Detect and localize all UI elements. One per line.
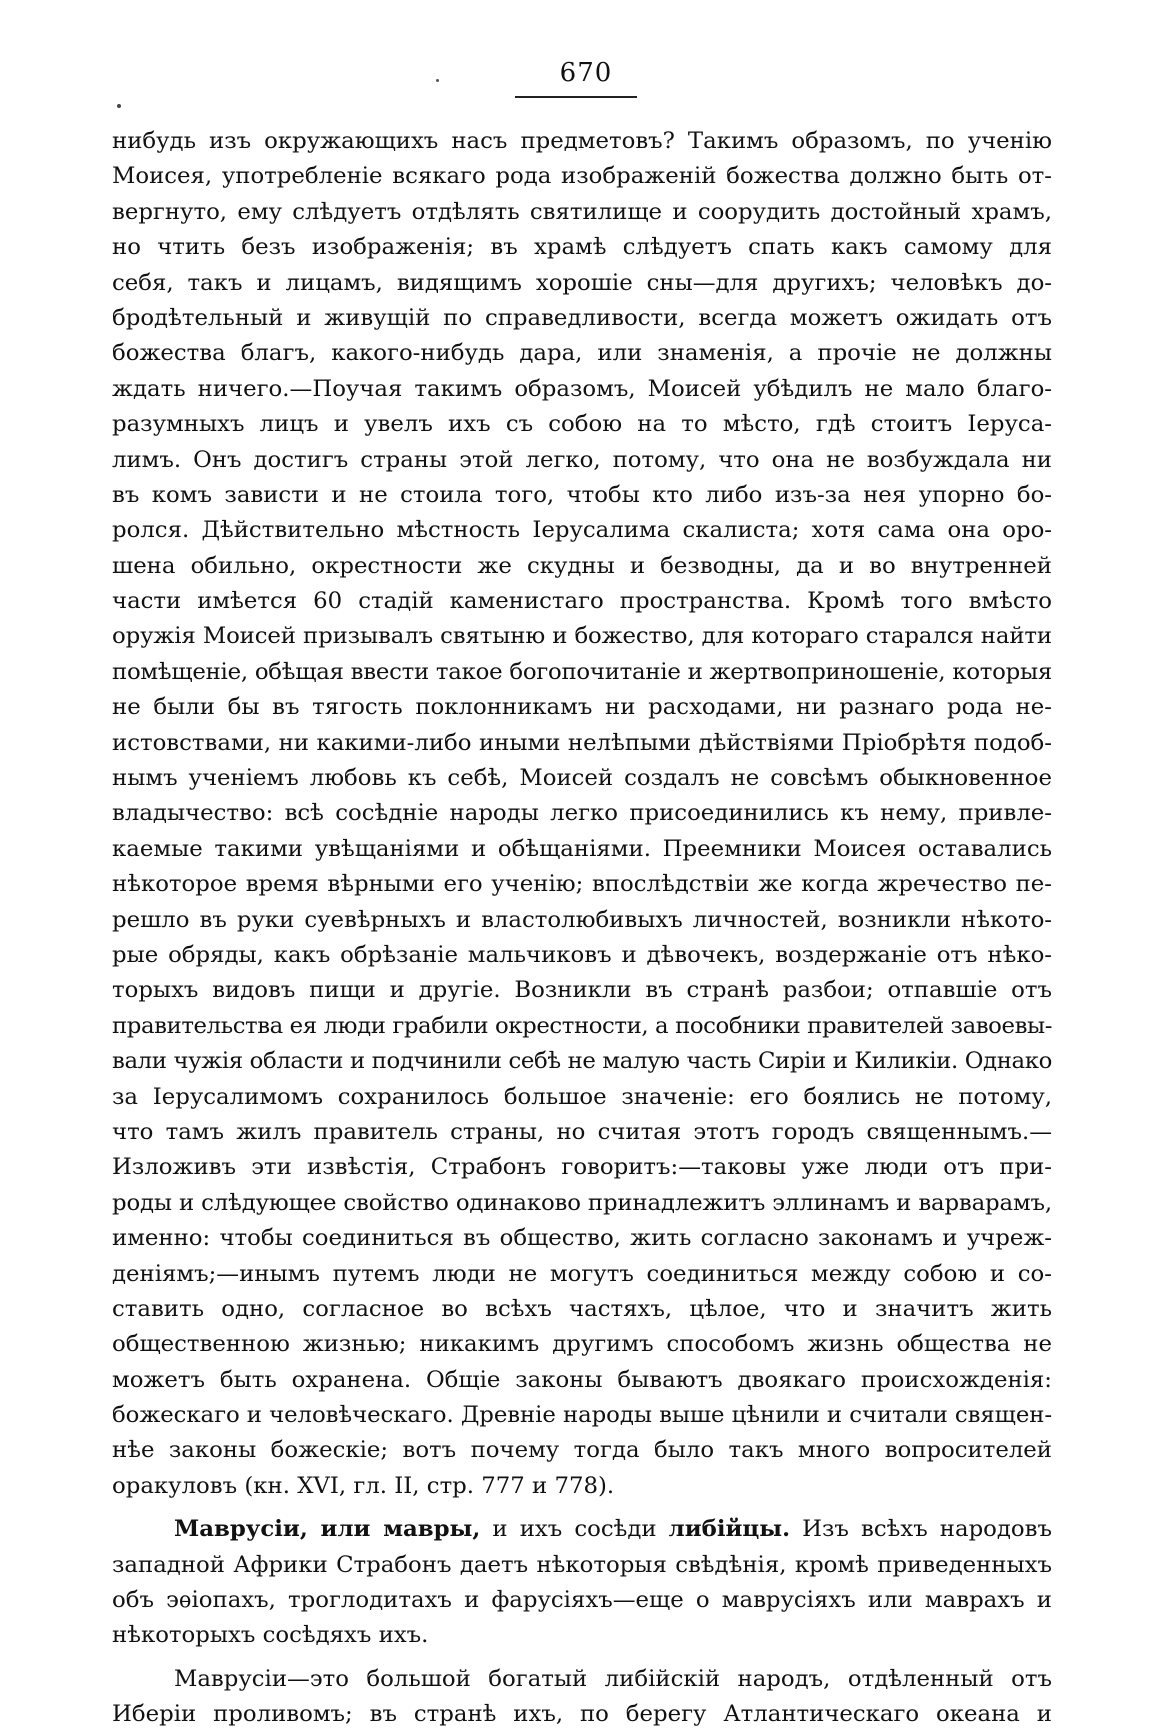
paragraph	[112, 1662, 1052, 1733]
text-line: истовствами, ни какими-либо иными нелѣпыми дѣйствіями Пріобрѣтя подоб-	[112, 729, 1052, 756]
text-line: нѣкоторыхъ сосѣдяхъ ихъ.	[112, 1622, 429, 1649]
text-line: что тамъ жилъ правитель страны, но считая этотъ городъ священнымъ.—	[112, 1118, 1052, 1145]
body-text	[112, 124, 1052, 1733]
text-line: владычество: всѣ сосѣдніе народы легко присоединились къ нему, привле-	[112, 800, 1052, 827]
text-run: Изъ всѣхъ народовъ	[790, 1516, 1052, 1543]
text-line: помѣщеніе, обѣщая ввести такое богопочитаніе и жертвоприношеніе, которыя	[112, 658, 1053, 685]
text-line: Иберіи проливомъ; въ странѣ ихъ, по берегу Атлантическаго океана и	[112, 1701, 1052, 1728]
text-line: каемые такими увѣщаніями и обѣщаніями. Преемники Моисея оставались	[112, 835, 1052, 862]
print-speck	[117, 104, 121, 108]
paragraph	[112, 1512, 1052, 1654]
text-line: роды и слѣдующее свойство одинаково принадлежитъ эллинамъ и варварамъ,	[112, 1189, 1052, 1216]
text-line: шена обильно, окрестности же скудны и безводны, да и во внутренней	[112, 552, 1052, 579]
text-line: решло въ руки суевѣрныхъ и властолюбивыхъ личностей, возникли нѣкото-	[112, 906, 1052, 933]
heading-connector: и ихъ сосѣди	[492, 1516, 657, 1543]
text-line: себя, такъ и лицамъ, видящимъ хорошіе сны—для другихъ; человѣкъ до-	[112, 269, 1052, 296]
header-rule	[515, 96, 637, 98]
section-heading: либійцы.	[668, 1516, 791, 1543]
text-line: ролся. Дѣйствительно мѣстность Іерусалима скалиста; хотя сама она оро-	[112, 517, 1052, 544]
text-line: именно: чтобы соединиться въ общество, жить согласно законамъ и учреж-	[112, 1225, 1052, 1252]
text-line: разумныхъ лицъ и увелъ ихъ съ собою на то мѣсто, гдѣ стоитъ Іеруса-	[112, 411, 1052, 438]
text-line: оракуловъ (кн. XVI, гл. II, стр. 777 и 778).	[112, 1472, 615, 1499]
text-line: можетъ быть охранена. Общіе законы бываютъ двоякаго происхожденія:	[112, 1366, 1052, 1393]
text-line: ждать ничего.—Поучая такимъ образомъ, Моисей убѣдилъ не мало благо-	[112, 375, 1052, 402]
text-line: вергнуто, ему слѣдуетъ отдѣлять святилище и соорудить достойный храмъ,	[112, 198, 1052, 225]
text-line: въ комъ зависти и не стоила того, чтобы кто либо изъ-за нея упорно бо-	[112, 481, 1052, 508]
text-line: общественною жизнью; никакимъ другимъ способомъ жизнь общества не	[112, 1331, 1052, 1358]
text-line: за Іерусалимомъ сохранилось большое значеніе: его боялись не потому,	[112, 1083, 1052, 1110]
text-line: объ эѳіопахъ, троглодитахъ и фарусіяхъ—еще о маврусіяхъ или маврахъ и	[112, 1587, 1052, 1614]
text-line: западной Африки Страбонъ даетъ нѣкоторыя свѣдѣнія, кромѣ приведенныхъ	[112, 1551, 1052, 1578]
text-line: не были бы въ тягость поклонникамъ ни расходами, ни разнаго рода не-	[112, 694, 1052, 721]
text-line: рые обряды, какъ обрѣзаніе мальчиковъ и дѣвочекъ, воздержаніе отъ нѣко-	[112, 941, 1052, 968]
page-number: 670	[559, 58, 613, 88]
text-line: Моисея, употребленіе всякаго рода изображеній божества должно быть от-	[112, 163, 1052, 190]
paragraph-gap	[112, 1504, 1052, 1512]
text-line: вали чужія области и подчинили себѣ не малую часть Сиріи и Киликіи. Однако	[112, 1048, 1052, 1075]
paragraph-gap	[112, 1654, 1052, 1662]
text-line: Изложивъ эти извѣстія, Страбонъ говоритъ:—таковы уже люди отъ при-	[112, 1154, 1052, 1181]
text-line: бродѣтельный и живущій по справедливости, всегда можетъ ожидать отъ	[112, 304, 1052, 331]
text-line: Маврусіи—это большой богатый либійскій народъ, отдѣленный отъ	[174, 1665, 1052, 1692]
text-line: нѣе законы божескіе; вотъ почему тогда было такъ много вопросителей	[112, 1437, 1052, 1464]
text-line: части имѣется 60 стадій каменистаго пространства. Кромѣ того вмѣсто	[112, 588, 1052, 615]
text-line	[112, 1512, 1052, 1547]
page-header	[0, 58, 1172, 94]
text-line: оружія Моисей призывалъ святыню и божество, для котораго старался найти	[112, 623, 1052, 650]
text-line: нымъ ученіемъ любовь къ себѣ, Моисей создалъ не совсѣмъ обыкновенное	[112, 765, 1052, 792]
section-heading: Маврусіи, или мавры,	[174, 1516, 481, 1543]
text-line: нѣкоторое время вѣрными его ученію; впослѣдствіи же когда жречество пе-	[112, 871, 1052, 898]
text-line: нибудь изъ окружающихъ насъ предметовъ? Такимъ образомъ, по ученію	[112, 128, 1052, 154]
text-line: правительства ея люди грабили окрестности, а пособники правителей завоевы-	[112, 1012, 1053, 1039]
text-line: деніямъ;—инымъ путемъ люди не могутъ соединиться между собою и со-	[112, 1260, 1052, 1287]
text-line: торыхъ видовъ пищи и другіе. Возникли въ странѣ разбои; отпавшіе отъ	[112, 977, 1052, 1004]
text-line: но чтить безъ изображенія; въ храмѣ слѣдуетъ спать какъ самому для	[112, 234, 1052, 261]
text-line: божескаго и человѣческаго. Древніе народы выше цѣнили и считали священ-	[112, 1402, 1053, 1429]
text-line: лимъ. Онъ достигъ страны этой легко, потому, что она не возбуждала ни	[112, 446, 1052, 473]
text-line: божества благъ, какого-нибудь дара, или знаменія, а прочіе не должны	[112, 340, 1052, 367]
paragraph	[112, 124, 1052, 1504]
text-line: ставить одно, согласное во всѣхъ частяхъ, цѣлое, что и значитъ жить	[112, 1295, 1052, 1322]
